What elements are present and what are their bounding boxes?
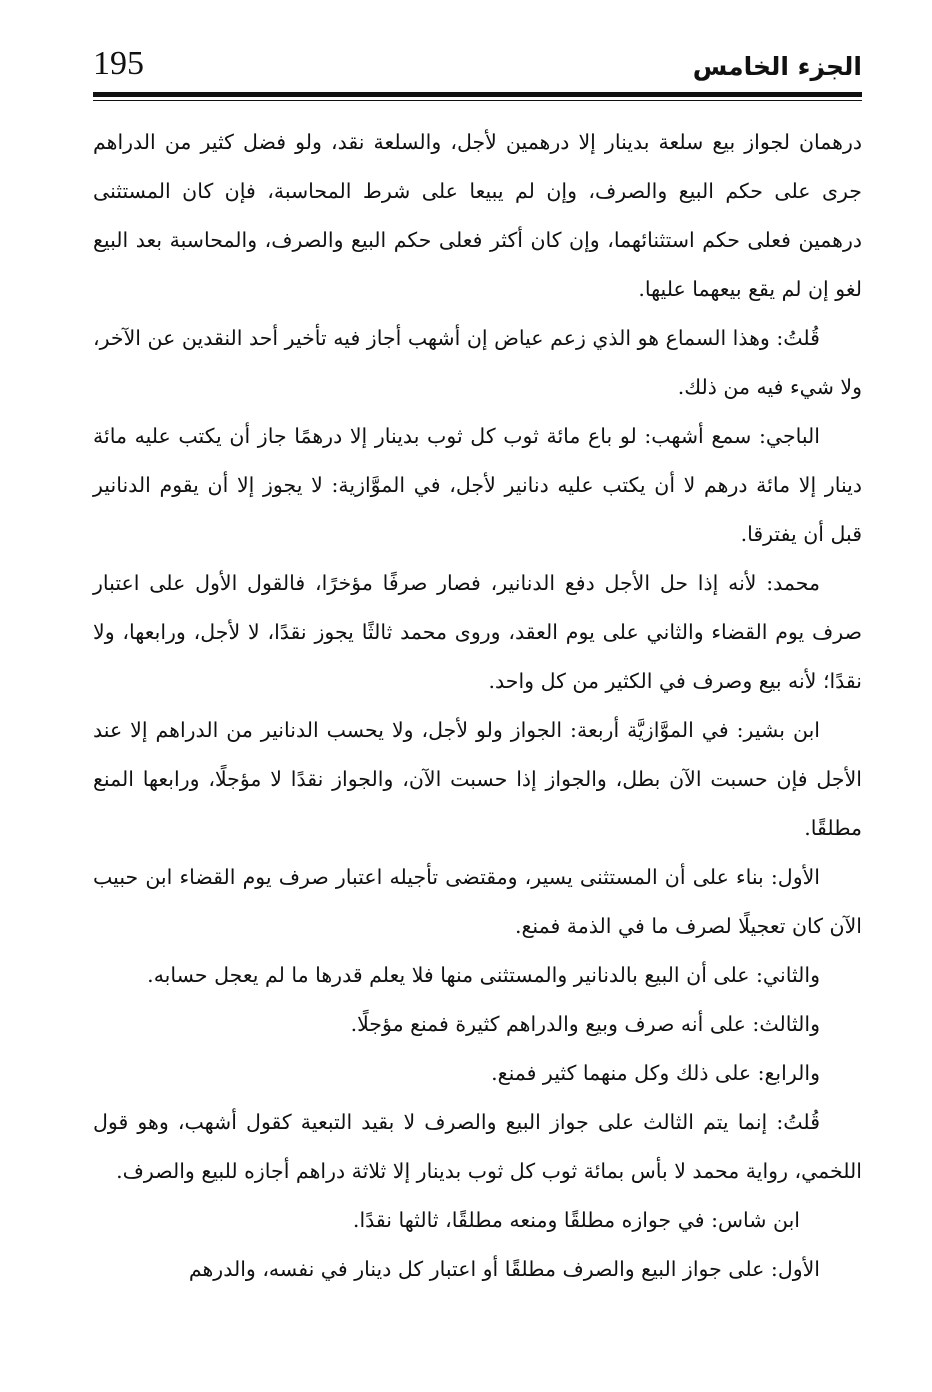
paragraph: محمد: لأنه إذا حل الأجل دفع الدنانير، فصار صرفًا مؤخرًا، فالقول الأول على اعتبار صرف يوم القضاء والثاني على يوم العقد، وروى محمد ثالثًا يجوز نقدًا، لا لأجل، ورابعها، ولا نقدًا؛ لأنه بيع وصرف في الكثير من كل واحد. [93, 571, 862, 693]
page-header [93, 42, 862, 88]
paragraph: ابن بشير: في الموَّازيَّة أربعة: الجواز ولو لأجل، ولا يحسب الدنانير من الدراهم إلا عند الأجل فإن حسبت الآن بطل، والجواز إذا حسبت الآن، والجواز نقدًا لا مؤجلًا، ورابعها المنع مطلقًا. [93, 718, 862, 840]
running-title: الجزء الخامس [692, 52, 862, 81]
header-rule-thick [93, 92, 862, 97]
paragraph: والثالث: على أنه صرف وبيع والدراهم كثيرة فمنع مؤجلًا. [350, 1012, 820, 1036]
page-number: 195 [93, 45, 144, 82]
body-text [93, 118, 862, 1294]
paragraph: والرابع: على ذلك وكل منهما كثير فمنع. [491, 1061, 820, 1085]
paragraph: قُلتُ: وهذا السماع هو الذي زعم عياض إن أشهب أجاز فيه تأخير أحد النقدين عن الآخر، ولا شيء فيه من ذلك. [93, 326, 862, 399]
paragraph: قُلتُ: إنما يتم الثالث على جواز البيع والصرف لا بقيد التبعية كقول أشهب، وهو قول اللخمي، رواية محمد لا بأس بمائة ثوب كل ثوب بدينار إلا ثلاثة دراهم أجازه للبيع والصرف. [93, 1110, 862, 1183]
paragraph: الأول: بناء على أن المستثنى يسير، ومقتضى تأجيله اعتبار صرف يوم القضاء ابن حبيب الآن كان تعجيلًا لصرف ما في الذمة فمنع. [93, 865, 862, 938]
paragraph: الباجي: سمع أشهب: لو باع مائة ثوب كل ثوب بدينار إلا درهمًا جاز أن يكتب عليه مائة دينار إلا مائة درهم لا أن يكتب عليه دنانير لأجل، في الموَّازية: لا يجوز إلا أن يقوم الدنانير قبل أن يفترقا. [93, 424, 862, 546]
paragraph: ابن شاس: في جوازه مطلقًا ومنعه مطلقًا، ثالثها نقدًا. [352, 1208, 800, 1232]
header-rule-thin [93, 100, 862, 101]
paragraph: درهمان لجواز بيع سلعة بدينار إلا درهمين لأجل، والسلعة نقد، ولو فضل كثير من الدراهم جرى على حكم البيع والصرف، وإن لم يبيعا على شرط المحاسبة، فإن كان المستثنى درهمين فعلى حكم استثنائهما، وإن كان أكثر فعلى حكم البيع والصرف، والمحاسبة بعد البيع لغو إن لم يقع بيعهما عليها. [93, 130, 862, 301]
paragraph: الأول: على جواز البيع والصرف مطلقًا أو اعتبار كل دينار في نفسه، والدرهم [188, 1257, 820, 1281]
paragraph: والثاني: على أن البيع بالدنانير والمستثنى منها فلا يعلم قدرها ما لم يعجل حسابه. [147, 963, 820, 987]
